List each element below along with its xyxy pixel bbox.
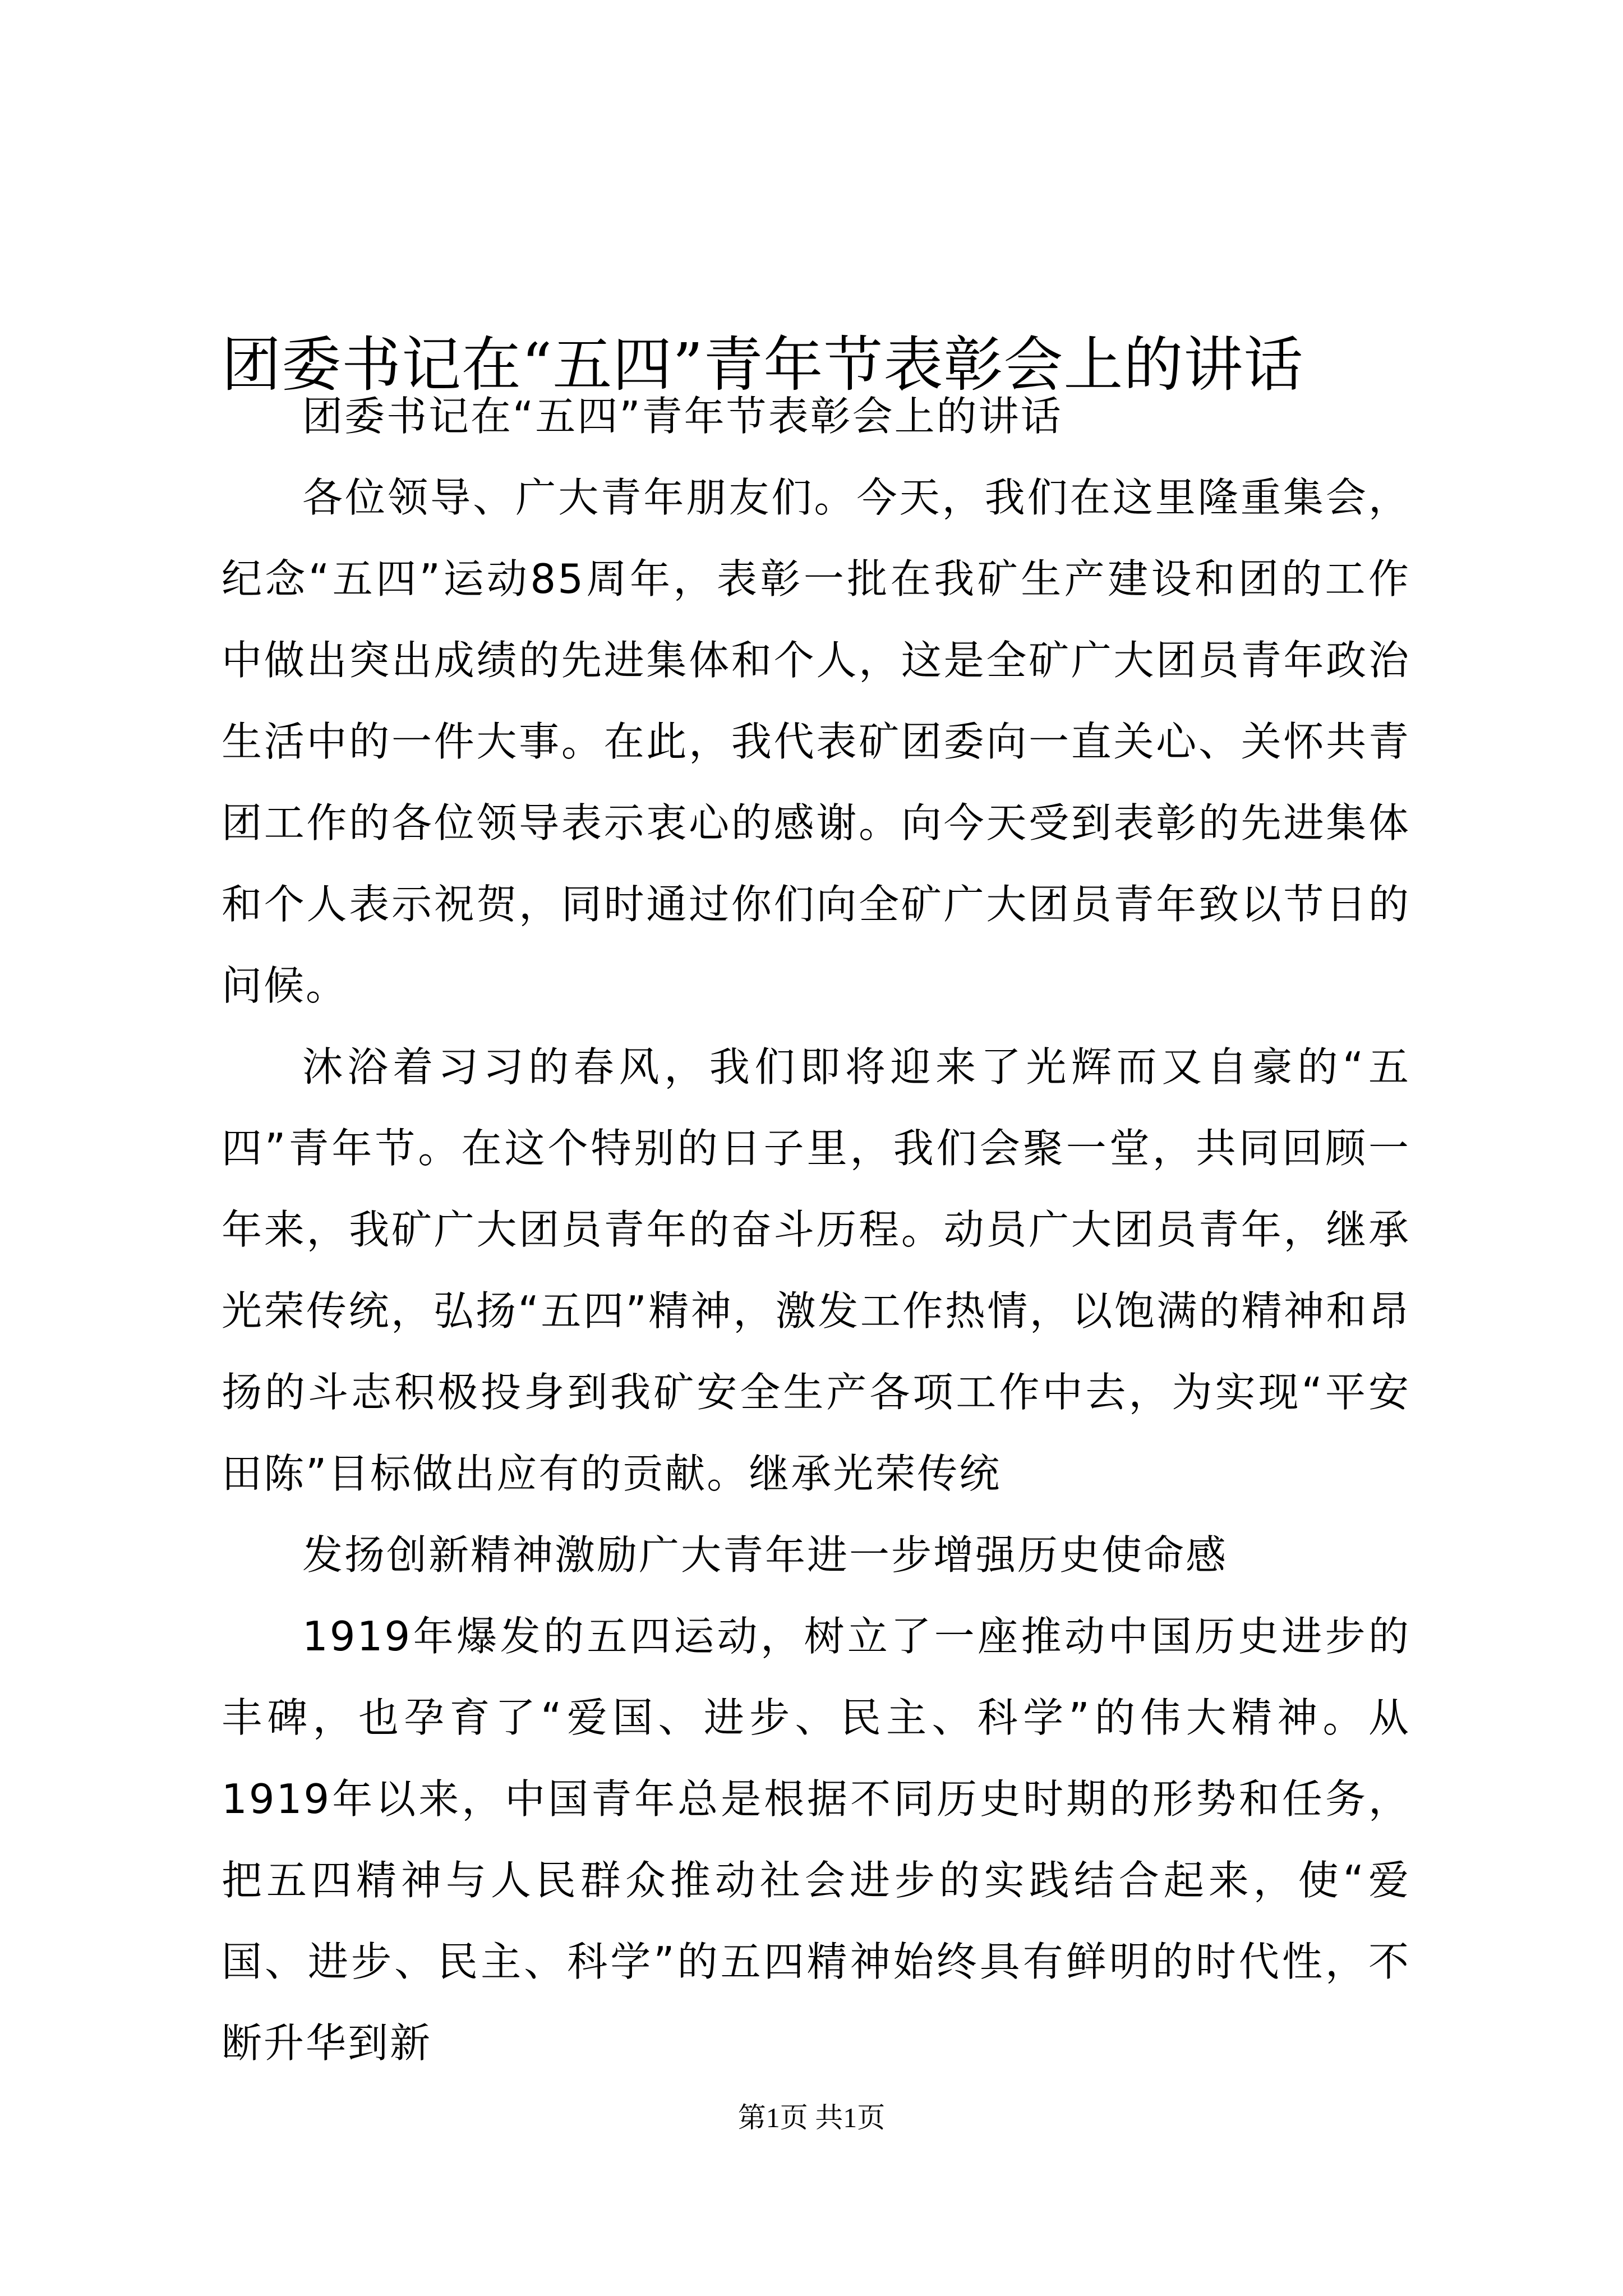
paragraph-spring: 沐浴着习习的春风，我们即将迎来了光辉而又自豪的“五四”青年节。在这个特别的日子里，我们会聚一堂，共同回顾一年来，我矿广大团员青年的奋斗历程。动员广大团员青年，继承光荣传统，弘扬“五四”精神，激发工作热情，以饱满的精神和昂扬的斗志积极投身到我矿安全生产各项工作中去，为实现“平安田陈”目标做出应有的贡献。继承光荣传统 xyxy=(222,1043,1410,1497)
paragraph-subtitle: 团委书记在“五四”青年节表彰会上的讲话 xyxy=(302,393,1063,440)
paragraph-heading: 发扬创新精神激励广大青年进一步增强历史使命感 xyxy=(302,1531,1228,1579)
document-body xyxy=(222,376,1410,2084)
page-footer: 第1页 共1页 xyxy=(737,2102,886,2133)
paragraph-history: 1919年爆发的五四运动，树立了一座推动中国历史进步的丰碑，也孕育了“爱国、进步、民主、科学”的伟大精神。从1919年以来，中国青年总是根据不同历史时期的形势和任务，把五四精神与人民群众推动社会进步的实践结合起来，使“爱国、进步、民主、科学”的五四精神始终具有鲜明的时代性，不断升华到新 xyxy=(222,1613,1410,2067)
document-title: 团委书记在“五四”青年节表彰会上的讲话 xyxy=(222,330,1304,400)
paragraph-greeting: 各位领导、广大青年朋友们。今天，我们在这里隆重集会，纪念“五四”运动85周年，表彰一批在我矿生产建设和团的工作中做出突出成绩的先进集体和个人，这是全矿广大团员青年政治生活中的一件大事。在此，我代表矿团委向一直关心、关怀共青团工作的各位领导表示衷心的感谢。向今天受到表彰的先进集体和个人表示祝贺，同时通过你们向全矿广大团员青年致以节日的问候。 xyxy=(222,474,1410,1009)
